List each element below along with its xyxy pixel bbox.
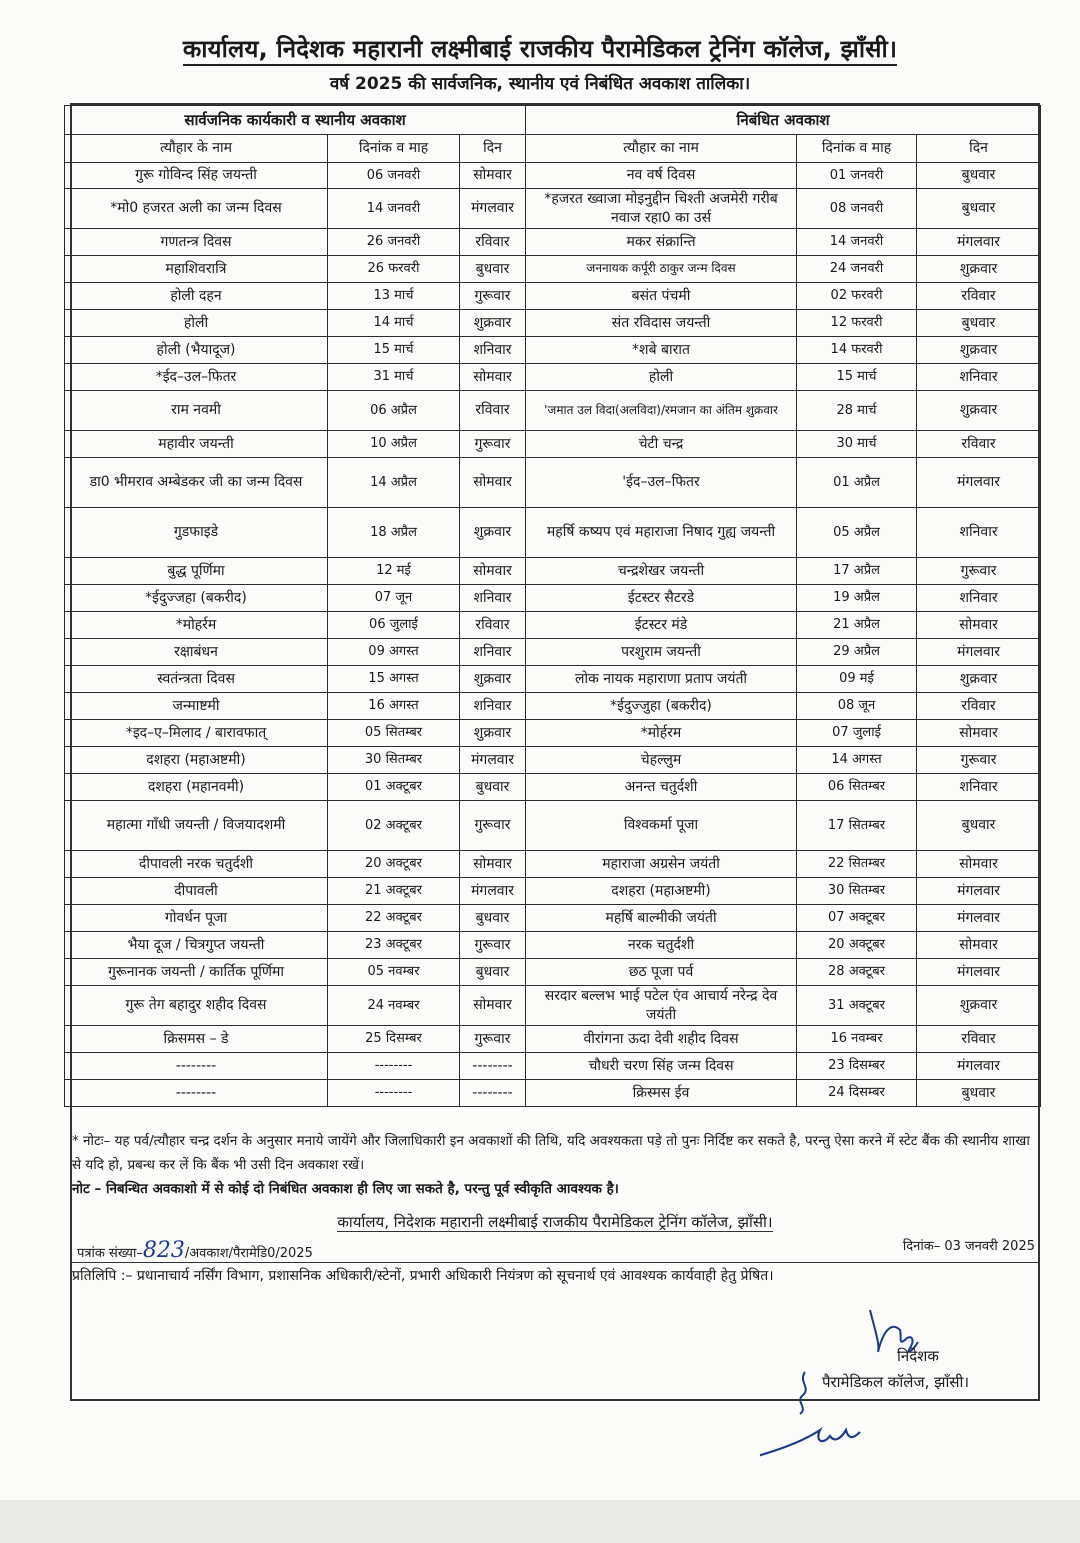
holiday-day: गुरूवार — [460, 1026, 526, 1053]
holiday-name: क्रिसमस – डे — [65, 1026, 328, 1053]
holiday-date: 06 जनवरी — [328, 163, 460, 189]
restricted-holiday-day: शनिवार — [917, 774, 1041, 801]
restricted-holiday-date: 06 सितम्बर — [797, 774, 917, 801]
holiday-date: 15 मार्च — [328, 337, 460, 364]
holiday-table — [64, 105, 1041, 1107]
holiday-date: 01 अक्टूबर — [328, 774, 460, 801]
restricted-holiday-day: रविवार — [917, 1026, 1041, 1053]
restricted-holiday-date: 08 जून — [797, 693, 917, 720]
holiday-name: जन्माष्टमी — [65, 693, 328, 720]
restricted-holiday-date: 30 मार्च — [797, 431, 917, 458]
holiday-date: 14 अप्रैल — [328, 458, 460, 508]
restricted-holiday-date: 17 सितम्बर — [797, 801, 917, 851]
restricted-holiday-date: 24 जनवरी — [797, 256, 917, 283]
holiday-date: -------- — [328, 1053, 460, 1080]
restricted-holiday-name: महर्षि कष्यप एवं महाराजा निषाद गुह्य जयन्ती — [526, 508, 797, 558]
holiday-name: *इद–ए–मिलाद / बारावफात् — [65, 720, 328, 747]
holiday-date: 07 जून — [328, 585, 460, 612]
restricted-holiday-day: मंगलवार — [917, 1053, 1041, 1080]
handwritten-number: 823 — [142, 1238, 185, 1263]
restricted-holiday-day: शुक्रवार — [917, 337, 1041, 364]
holiday-date: 25 दिसम्बर — [328, 1026, 460, 1053]
holiday-name: राम नवमी — [65, 391, 328, 431]
holiday-name: महाशिवरात्रि — [65, 256, 328, 283]
restricted-holiday-day: मंगलवार — [917, 959, 1041, 986]
restricted-holiday-date: 29 अप्रैल — [797, 639, 917, 666]
restricted-holiday-day: शनिवार — [917, 585, 1041, 612]
restricted-holiday-day: रविवार — [917, 283, 1041, 310]
restricted-holiday-day: शुक्रवार — [917, 666, 1041, 693]
table-row — [65, 932, 1041, 959]
restricted-holiday-date: 15 मार्च — [797, 364, 917, 391]
holiday-date: 14 जनवरी — [328, 189, 460, 229]
restricted-holiday-day: सोमवार — [917, 932, 1041, 959]
restricted-holiday-name: *मोर्हरम — [526, 720, 797, 747]
table-row — [65, 337, 1041, 364]
copy-to: प्रतिलिपि :– प्रधानाचार्य नर्सिंग विभाग, प्रशासनिक अधिकारी/स्टेनों, प्रभारी अधिकारी नियंत्रण को सूचनार्थ एवं आवश्यक कार्यवाही हेतु प्रेषित। — [72, 1264, 1038, 1288]
restricted-holidays-heading: निबंधित अवकाश — [526, 106, 1041, 135]
holiday-name: डा0 भीमराव अम्बेडकर जी का जन्म दिवस — [65, 458, 328, 508]
table-row — [65, 585, 1041, 612]
table-row — [65, 364, 1041, 391]
table-row — [65, 189, 1041, 229]
reference-number: पत्रांक संख्या–823/अवकाश/पैरामेडि0/2025 — [77, 1238, 313, 1263]
table-row — [65, 558, 1041, 585]
table-row — [65, 905, 1041, 932]
table-row — [65, 747, 1041, 774]
restricted-holiday-name: चेटी चन्द्र — [526, 431, 797, 458]
holiday-date: 02 अक्टूबर — [328, 801, 460, 851]
restricted-holiday-name: अनन्त चतुर्दशी — [526, 774, 797, 801]
restricted-holiday-name: चन्द्रशेखर जयन्ती — [526, 558, 797, 585]
restricted-holiday-name: होली — [526, 364, 797, 391]
holiday-day: -------- — [460, 1080, 526, 1107]
holiday-day: गुरूवार — [460, 801, 526, 851]
restricted-holiday-day: शुक्रवार — [917, 391, 1041, 431]
restricted-holiday-date: 28 अक्टूबर — [797, 959, 917, 986]
restricted-holiday-date: 09 मई — [797, 666, 917, 693]
restricted-holiday-name: परशुराम जयन्ती — [526, 639, 797, 666]
holiday-name: दीपावली — [65, 878, 328, 905]
holiday-name: -------- — [65, 1053, 328, 1080]
holiday-day: गुरूवार — [460, 431, 526, 458]
column-header: त्यौहार के नाम — [65, 135, 328, 163]
table-row — [65, 774, 1041, 801]
table-row — [65, 1080, 1041, 1107]
holiday-date: 13 मार्च — [328, 283, 460, 310]
restricted-holiday-name: ईटस्टर सैटरडे — [526, 585, 797, 612]
holiday-day: शुक्रवार — [460, 310, 526, 337]
holiday-day: सोमवार — [460, 851, 526, 878]
table-row — [65, 508, 1041, 558]
restricted-holiday-day: मंगलवार — [917, 458, 1041, 508]
restricted-holiday-date: 07 अक्टूबर — [797, 905, 917, 932]
holiday-day: सोमवार — [460, 163, 526, 189]
note-restricted-limit: नोट – निबन्धित अवकाशो में से कोई दो निबंधित अवकाश ही लिए जा सकते है, परन्तु पूर्व स्वीकृति आवश्यक है। — [72, 1181, 619, 1197]
holiday-date: 14 मार्च — [328, 310, 460, 337]
document-subtitle: वर्ष 2025 की सार्वजनिक, स्थानीय एवं निबंधित अवकाश तालिका। — [329, 74, 751, 94]
holiday-day: शुक्रवार — [460, 720, 526, 747]
holiday-name: बुद्ध पूर्णिमा — [65, 558, 328, 585]
table-row — [65, 693, 1041, 720]
restricted-holiday-date: 01 अप्रैल — [797, 458, 917, 508]
holiday-date: 15 अगस्त — [328, 666, 460, 693]
holiday-date: -------- — [328, 1080, 460, 1107]
restricted-holiday-name: नव वर्ष दिवस — [526, 163, 797, 189]
holiday-name: गोवर्धन पूजा — [65, 905, 328, 932]
restricted-holiday-name: ईटस्टर मंडे — [526, 612, 797, 639]
restricted-holiday-name: चेहल्लुम — [526, 747, 797, 774]
holiday-day: सोमवार — [460, 364, 526, 391]
holiday-day: शनिवार — [460, 693, 526, 720]
holiday-day: शनिवार — [460, 585, 526, 612]
holiday-date: 05 नवम्बर — [328, 959, 460, 986]
issue-date: दिनांक– 03 जनवरी 2025 — [902, 1239, 1035, 1254]
restricted-holiday-date: 31 अक्टूबर — [797, 986, 917, 1026]
public-holidays-heading: सार्वजनिक कार्यकारी व स्थानीय अवकाश — [65, 106, 526, 135]
restricted-holiday-name: बसंत पंचमी — [526, 283, 797, 310]
holiday-name: *मोहर्रम — [65, 612, 328, 639]
holiday-date: 06 अप्रैल — [328, 391, 460, 431]
restricted-holiday-name: *ईदुज्जुहा (बकरीद) — [526, 693, 797, 720]
column-header: दिन — [460, 135, 526, 163]
restricted-holiday-day: बुधवार — [917, 163, 1041, 189]
restricted-holiday-name: संत रविदास जयन्ती — [526, 310, 797, 337]
table-row — [65, 310, 1041, 337]
holiday-name: दशहरा (महाअष्टमी) — [65, 747, 328, 774]
holiday-name: गुडफाइडे — [65, 508, 328, 558]
restricted-holiday-name: *शबे बारात — [526, 337, 797, 364]
table-row — [65, 959, 1041, 986]
restricted-holiday-day: मंगलवार — [917, 229, 1041, 256]
restricted-holiday-date: 07 जुलाई — [797, 720, 917, 747]
office-line: कार्यालय, निदेशक महारानी लक्ष्मीबाई राजकीय पैरामेडिकल ट्रेनिंग कॉलेज, झाँसी। — [337, 1213, 773, 1231]
holiday-name: महावीर जयन्ती — [65, 431, 328, 458]
signatory-designation: निदेशक — [897, 1347, 939, 1365]
holiday-date: 16 अगस्त — [328, 693, 460, 720]
restricted-holiday-date: 20 अक्टूबर — [797, 932, 917, 959]
holiday-name: दशहरा (महानवमी) — [65, 774, 328, 801]
column-header: त्यौहार का नाम — [526, 135, 797, 163]
holiday-day: सोमवार — [460, 558, 526, 585]
restricted-holiday-date: 19 अप्रैल — [797, 585, 917, 612]
restricted-holiday-day: बुधवार — [917, 189, 1041, 229]
restricted-holiday-name: चौधरी चरण सिंह जन्म दिवस — [526, 1053, 797, 1080]
holiday-date: 22 अक्टूबर — [328, 905, 460, 932]
restricted-holiday-name: नरक चतुर्दशी — [526, 932, 797, 959]
restricted-holiday-name: महर्षि बाल्मीकी जयंती — [526, 905, 797, 932]
holiday-day: शनिवार — [460, 337, 526, 364]
table-row — [65, 666, 1041, 693]
restricted-holiday-date: 23 दिसम्बर — [797, 1053, 917, 1080]
table-row — [65, 801, 1041, 851]
restricted-holiday-date: 30 सितम्बर — [797, 878, 917, 905]
holiday-day: बुधवार — [460, 959, 526, 986]
holiday-day: गुरूवार — [460, 283, 526, 310]
table-row — [65, 720, 1041, 747]
restricted-holiday-day: गुरूवार — [917, 558, 1041, 585]
holiday-name: -------- — [65, 1080, 328, 1107]
office-title: कार्यालय, निदेशक महारानी लक्ष्मीबाई राजकीय पैरामेडिकल ट्रेनिंग कॉलेज, झाँसी। — [0, 32, 1080, 65]
holiday-day: गुरूवार — [460, 932, 526, 959]
holiday-date: 10 अप्रैल — [328, 431, 460, 458]
restricted-holiday-date: 14 फरवरी — [797, 337, 917, 364]
restricted-holiday-day: बुधवार — [917, 801, 1041, 851]
restricted-holiday-name: विश्वकर्मा पूजा — [526, 801, 797, 851]
restricted-holiday-name: *हजरत ख्वाजा मोइनुद्दीन चिश्ती अजमेरी गरीब नवाज रहा0 का उर्स — [526, 189, 797, 229]
restricted-holiday-date: 08 जनवरी — [797, 189, 917, 229]
restricted-holiday-name: सरदार बल्लभ भाई पटेल एंव आचार्य नरेन्द्र देव जयंती — [526, 986, 797, 1026]
column-header: दिनांक व माह — [797, 135, 917, 163]
table-row — [65, 1053, 1041, 1080]
restricted-holiday-name: 'ईद–उल–फितर — [526, 458, 797, 508]
restricted-holiday-day: सोमवार — [917, 851, 1041, 878]
holiday-name: होली दहन — [65, 283, 328, 310]
holiday-name: भैया दूज / चित्रगुप्त जयन्ती — [65, 932, 328, 959]
holiday-day: मंगलवार — [460, 189, 526, 229]
divider — [72, 1262, 1038, 1263]
restricted-holiday-date: 24 दिसम्बर — [797, 1080, 917, 1107]
table-row — [65, 612, 1041, 639]
holiday-day: रविवार — [460, 612, 526, 639]
holiday-date: 20 अक्टूबर — [328, 851, 460, 878]
restricted-holiday-date: 16 नवम्बर — [797, 1026, 917, 1053]
restricted-holiday-day: मंगलवार — [917, 905, 1041, 932]
holiday-name: *ईदुज्जहा (बकरीद) — [65, 585, 328, 612]
holiday-date: 12 मई — [328, 558, 460, 585]
restricted-holiday-date: 05 अप्रैल — [797, 508, 917, 558]
restricted-holiday-date: 14 अगस्त — [797, 747, 917, 774]
holiday-date: 26 फरवरी — [328, 256, 460, 283]
restricted-holiday-name: लोक नायक महाराणा प्रताप जयंती — [526, 666, 797, 693]
holiday-date: 09 अगस्त — [328, 639, 460, 666]
restricted-holiday-date: 21 अप्रैल — [797, 612, 917, 639]
note-moon-sighting: * नोटः– यह पर्व/त्यौहार चन्द्र दर्शन के अनुसार मनाये जायेंगे और जिलाधिकारी इन अवकाशों की तिथि, यदि अवश्यकता पड़े तो पुनः निर्दिष्ट कर सकते है, परन्तु ऐसा करने में स्टेट बैंक की स्थानीय शाखा से यदि हो, प्रबन्ध कर लें कि बैंक भी उसी दिन अवकाश रखें। — [72, 1133, 1030, 1173]
table-row — [65, 163, 1041, 189]
restricted-holiday-day: बुधवार — [917, 310, 1041, 337]
holiday-day: बुधवार — [460, 905, 526, 932]
table-row — [65, 458, 1041, 508]
holiday-day: शुक्रवार — [460, 508, 526, 558]
restricted-holiday-name: महाराजा अग्रसेन जयंती — [526, 851, 797, 878]
notes-section — [72, 1129, 1038, 1201]
restricted-holiday-day: सोमवार — [917, 720, 1041, 747]
restricted-holiday-day: गुरूवार — [917, 747, 1041, 774]
table-row — [65, 431, 1041, 458]
holiday-day: मंगलवार — [460, 878, 526, 905]
scan-background — [0, 1500, 1080, 1543]
holiday-day: सोमवार — [460, 458, 526, 508]
holiday-name: दीपावली नरक चतुर्दशी — [65, 851, 328, 878]
restricted-holiday-day: मंगलवार — [917, 639, 1041, 666]
restricted-holiday-day: मंगलवार — [917, 878, 1041, 905]
restricted-holiday-day: शनिवार — [917, 508, 1041, 558]
restricted-holiday-name: छठ पूजा पर्व — [526, 959, 797, 986]
holiday-day: मंगलवार — [460, 747, 526, 774]
holiday-day: सोमवार — [460, 986, 526, 1026]
table-row — [65, 878, 1041, 905]
holiday-date: 31 मार्च — [328, 364, 460, 391]
restricted-holiday-name: जननायक कर्पूरी ठाकुर जन्म दिवस — [526, 256, 797, 283]
restricted-holiday-name: दशहरा (महाअष्टमी) — [526, 878, 797, 905]
restricted-holiday-name: क्रिस्मस ईव — [526, 1080, 797, 1107]
holiday-name: गुरू तेग बहादुर शहीद दिवस — [65, 986, 328, 1026]
restricted-holiday-date: 12 फरवरी — [797, 310, 917, 337]
holiday-name: गुरूनानक जयन्ती / कार्तिक पूर्णिमा — [65, 959, 328, 986]
holiday-name: होली — [65, 310, 328, 337]
holiday-date: 26 जनवरी — [328, 229, 460, 256]
holiday-day: रविवार — [460, 391, 526, 431]
holiday-day: रविवार — [460, 229, 526, 256]
holiday-name: होली (भैयादूज) — [65, 337, 328, 364]
holiday-name: स्वतंन्त्रता दिवस — [65, 666, 328, 693]
restricted-holiday-day: शुक्रवार — [917, 256, 1041, 283]
restricted-holiday-date: 22 सितम्बर — [797, 851, 917, 878]
signatory-institution: पैरामेडिकल कॉलेज, झाँसी। — [822, 1373, 970, 1391]
holiday-day: -------- — [460, 1053, 526, 1080]
restricted-holiday-day: शुक्रवार — [917, 986, 1041, 1026]
restricted-holiday-day: सोमवार — [917, 612, 1041, 639]
restricted-holiday-name: वीरांगना ऊदा देवी शहीद दिवस — [526, 1026, 797, 1053]
table-row — [65, 639, 1041, 666]
holiday-name: गुरू गोविन्द सिंह जयन्ती — [65, 163, 328, 189]
restricted-holiday-date: 28 मार्च — [797, 391, 917, 431]
restricted-holiday-date: 17 अप्रैल — [797, 558, 917, 585]
table-row — [65, 229, 1041, 256]
table-row — [65, 283, 1041, 310]
holiday-name: *ईद–उल–फितर — [65, 364, 328, 391]
restricted-holiday-name: 'जमात उल विदा(अलविदा)/रमजान का अंतिम शुक्रवार — [526, 391, 797, 431]
restricted-holiday-date: 14 जनवरी — [797, 229, 917, 256]
column-header: दिन — [917, 135, 1041, 163]
holiday-day: शनिवार — [460, 639, 526, 666]
holiday-date: 21 अक्टूबर — [328, 878, 460, 905]
table-row — [65, 391, 1041, 431]
restricted-holiday-day: रविवार — [917, 693, 1041, 720]
column-header: दिनांक व माह — [328, 135, 460, 163]
restricted-holiday-day: शनिवार — [917, 364, 1041, 391]
restricted-holiday-date: 02 फरवरी — [797, 283, 917, 310]
table-row — [65, 986, 1041, 1026]
holiday-day: बुधवार — [460, 774, 526, 801]
restricted-holiday-day: रविवार — [917, 431, 1041, 458]
restricted-holiday-date: 01 जनवरी — [797, 163, 917, 189]
holiday-name: गणतन्त्र दिवस — [65, 229, 328, 256]
holiday-name: महात्मा गाँधी जयन्ती / विजयादशमी — [65, 801, 328, 851]
table-row — [65, 1026, 1041, 1053]
holiday-date: 18 अप्रैल — [328, 508, 460, 558]
holiday-date: 05 सितम्बर — [328, 720, 460, 747]
holiday-date: 24 नवम्बर — [328, 986, 460, 1026]
holiday-day: बुधवार — [460, 256, 526, 283]
table-row — [65, 851, 1041, 878]
restricted-holiday-day: बुधवार — [917, 1080, 1041, 1107]
holiday-name: *मो0 हजरत अली का जन्म दिवस — [65, 189, 328, 229]
restricted-holiday-name: मकर संक्रान्ति — [526, 229, 797, 256]
holiday-date: 06 जुलाई — [328, 612, 460, 639]
table-row — [65, 256, 1041, 283]
holiday-day: शुक्रवार — [460, 666, 526, 693]
holiday-date: 23 अक्टूबर — [328, 932, 460, 959]
holiday-date: 30 सितम्बर — [328, 747, 460, 774]
holiday-name: रक्षाबंधन — [65, 639, 328, 666]
